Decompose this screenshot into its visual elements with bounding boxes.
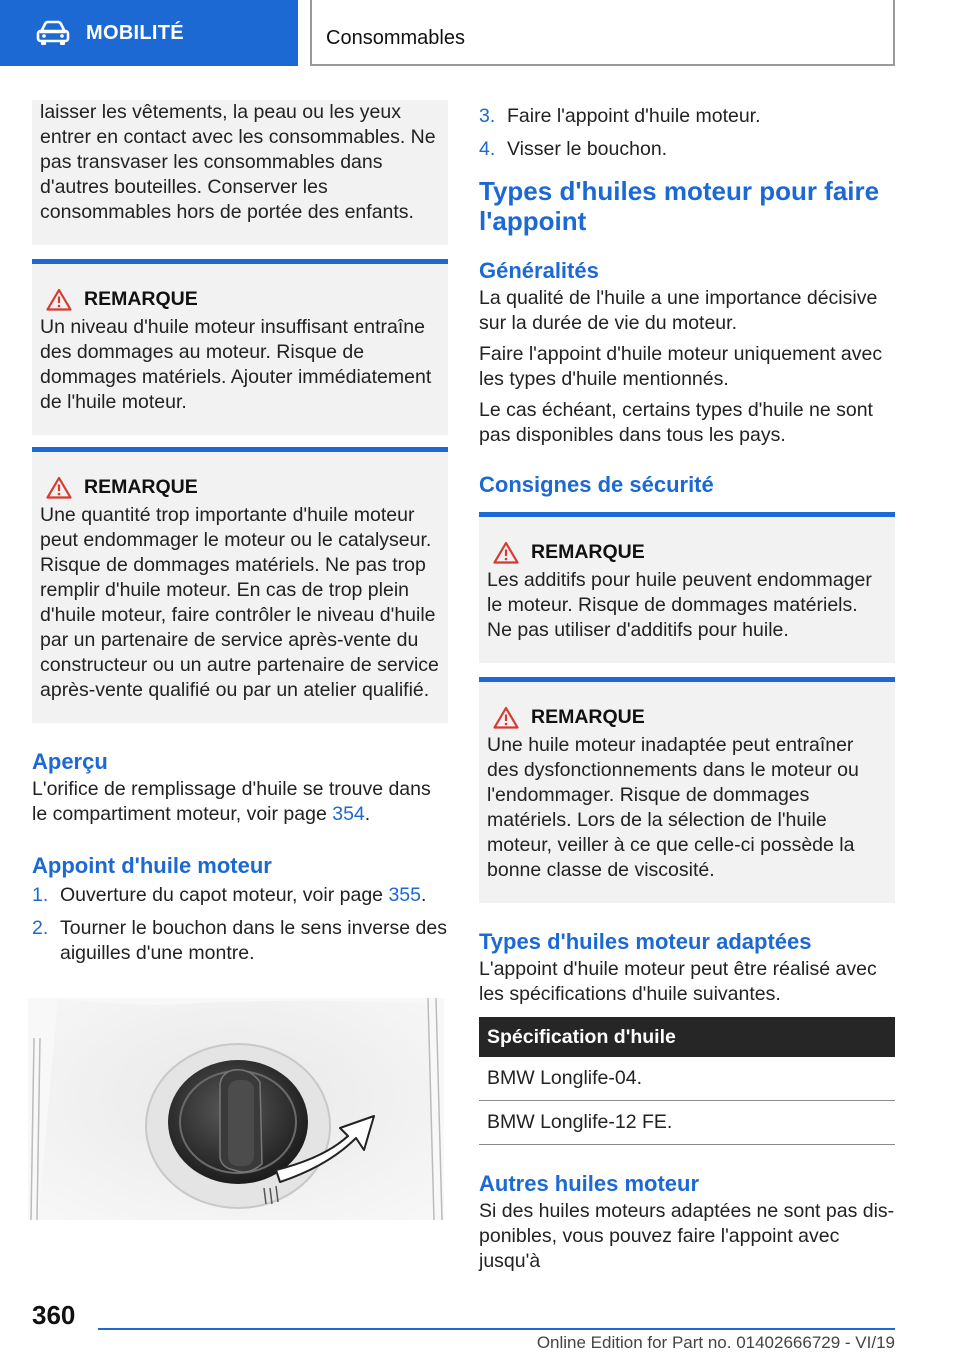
notice-text: Une huile moteur inadaptée peut entraîner des dysfonctionnements dans le moteur ou l'endommager. Risque de dommages matériels. Lors de la sélection de l'huile moteur, veiller à ce que celle-ci possède la bonne classe de viscosité. [487,734,859,881]
right-column [479,104,895,1274]
table-row [479,1057,895,1101]
notice-box [479,512,895,663]
safety-heading: Consignes de sécurité [479,472,714,497]
overview-text: L'orifice de remplissage d'huile se trouve dans le compartiment moteur, voir page 354. [32,778,431,825]
oil-cap-illustration [28,998,444,1220]
general-text-3: Le cas échéant, certains types d'huile ne sont pas disponibles dans tous les pays. [479,399,873,446]
overview-heading: Aperçu [32,749,108,774]
list-item [479,104,895,129]
table-header: Spécification d'huile [479,1017,895,1057]
warning-triangle-icon [493,706,519,729]
other-oils-heading: Autres huiles moteur [479,1171,700,1196]
list-item [32,916,448,966]
notice-box [32,447,448,723]
notice-text: Un niveau d'huile moteur insuffisant entraîne des dommages au moteur. Risque de dommages matériels. Ajouter immédiatement de l'huile moteur. [40,316,432,413]
suitable-oils-heading: Types d'huiles moteur adaptées [479,929,812,954]
section-title: MOBILITÉ [86,21,184,44]
step-number: 4. [479,138,496,160]
list-item [479,137,895,162]
table-header-row [479,1017,895,1057]
topup-steps-continued [479,104,895,162]
step-text: Ouverture du capot moteur, voir page 355. [60,884,427,906]
table-cell: BMW Longlife-04. [479,1057,895,1101]
other-oils-text: Si des huiles moteurs adaptées ne sont pas disponibles, vous pouvez faire l'appoint avec jusqu'à [479,1200,895,1272]
notice-heading [487,706,887,729]
topup-steps [32,883,448,966]
warning-triangle-icon [46,288,72,311]
step-number: 2. [32,917,49,939]
notice-box [479,677,895,903]
header-chapter [310,0,895,66]
warning-box-continued [32,100,448,245]
warning-triangle-icon [46,476,72,499]
left-column [32,100,448,1225]
notice-text: Les additifs pour huile peuvent endommager le moteur. Risque de dommages matériels. Ne pas utiliser d'additifs pour huile. [487,569,872,641]
step-text: Visser le bouchon. [507,138,668,160]
suitable-oils-text: L'appoint d'huile moteur peut être réalisé avec les spécifications d'huile suivantes. [479,958,877,1005]
header-section-tab [0,0,298,66]
notice-title: REMARQUE [84,288,198,310]
notice-title: REMARQUE [84,476,198,498]
step-text: Faire l'appoint d'huile moteur. [507,105,761,127]
warning-triangle-icon [493,541,519,564]
footer-edition: Online Edition for Part no. 01402666729 - VI/19 [536,1333,895,1352]
notice-heading [40,288,440,311]
footer-divider [98,1328,895,1330]
step-number: 3. [479,105,496,127]
notice-heading [487,541,887,564]
general-text-1: La qualité de l'huile a une importance décisive sur la durée de vie du moteur. [479,287,878,334]
page-link-354[interactable]: 354 [332,803,365,825]
chapter-title: Consommables [326,27,465,49]
general-text-2: Faire l'appoint d'huile moteur uniquement avec les types d'huile mentionnés. [479,343,883,390]
page-link-355[interactable]: 355 [388,884,421,906]
notice-title: REMARQUE [531,541,645,563]
topup-heading: Appoint d'huile moteur [32,853,272,878]
notice-title: REMARQUE [531,706,645,728]
notice-text: Une quantité trop importante d'huile moteur peut endommager le moteur ou le catalyseur. Risque de dommages matériels. Ne pas trop remplir d'huile moteur. En cas de trop plein d'huile moteur, faire contrôler le niveau d'huile par un partenaire de service après-vente du constructeur ou un autre partenaire de service après-vente qualifié ou par un atelier qualifié. [40,504,439,701]
oil-types-heading: Types d'huiles moteur pour faire l'appoint [479,176,880,236]
oil-spec-table [479,1017,895,1145]
table-row [479,1101,895,1145]
list-item [32,883,448,908]
step-number: 1. [32,884,49,906]
table-cell: BMW Longlife-12 FE. [479,1101,895,1145]
page-number: 360 [32,1300,76,1330]
warning-continued-text: laisser les vêtements, la peau ou les yeux entrer en contact avec les consommables. Ne pas transvaser les consommables dans d'autres bouteilles. Conserver les consommables hors de portée des enfants. [40,101,436,223]
general-heading: Généralités [479,258,599,283]
notice-box [32,259,448,435]
step-text: Tourner le bouchon dans le sens inverse des aiguilles d'une montre. [60,917,447,964]
notice-heading [40,476,440,499]
car-icon [36,20,70,46]
